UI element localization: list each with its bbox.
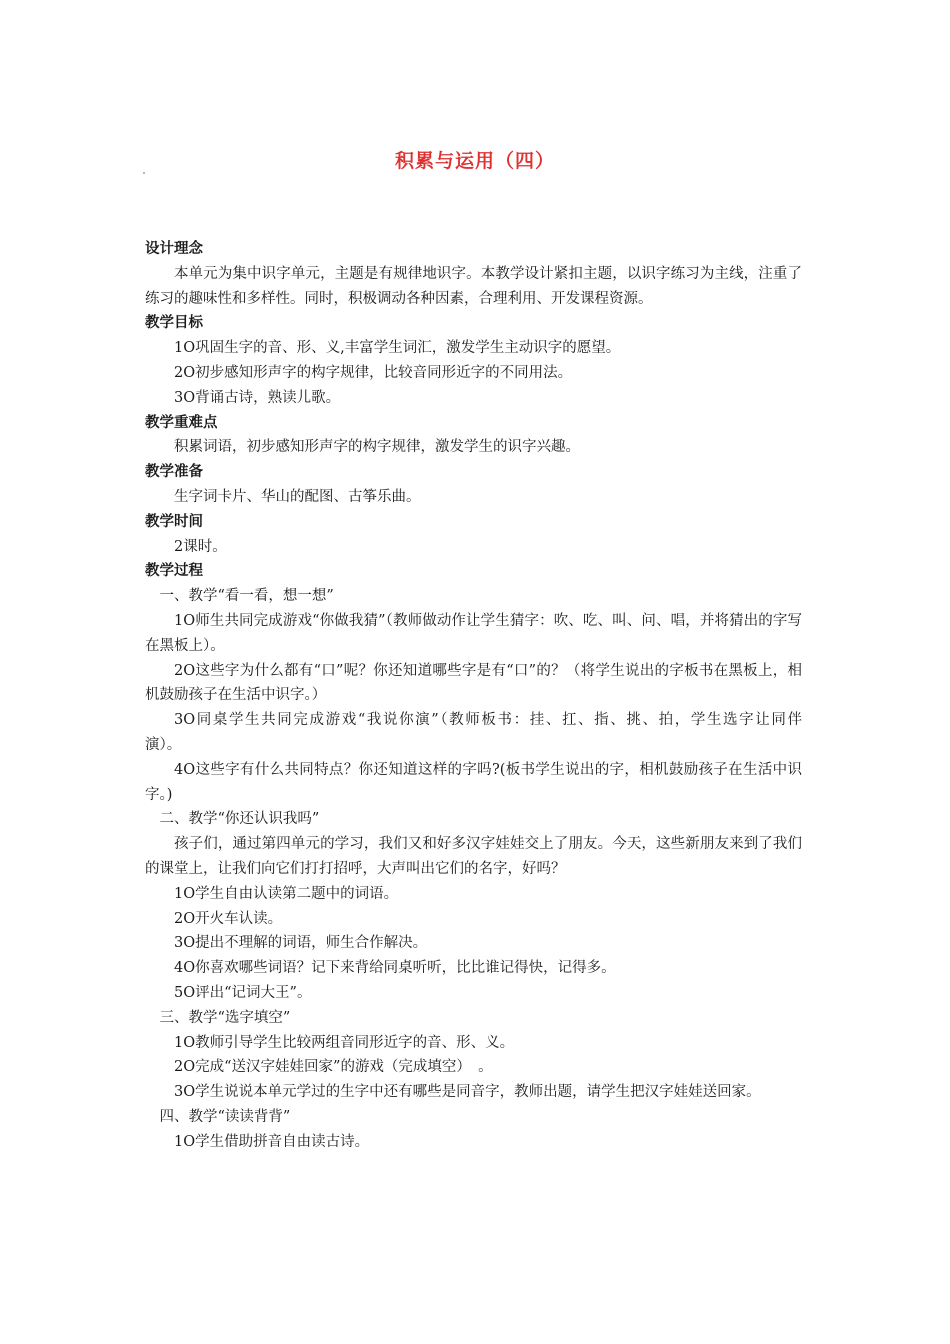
paragraph: 本单元为集中识字单元，主题是有规律地识字。本教学设计紧扣主题，以识字练习为主线，注重了练习的趣味性和多样性。同时，积极调动各种因素，合理利用、开发课程资源。 [145, 265, 802, 307]
paragraph: 2课时。 [174, 538, 227, 555]
paragraph: 3O背诵古诗，熟读儿歌。 [174, 389, 341, 406]
section-heading: 教学时间 [145, 513, 203, 530]
subsection-heading: 三、教学“选字填空” [159, 1009, 291, 1026]
paragraph: 生字词卡片、华山的配图、古筝乐曲。 [174, 488, 421, 505]
paragraph: 1O教师引导学生比较两组音同形近字的音、形、义。 [174, 1034, 515, 1051]
section-heading: 设计理念 [145, 241, 203, 257]
paragraph: 1O巩固生字的音、形、义,丰富学生词汇，激发学生主动识字的愿望。 [174, 340, 621, 357]
paragraph: 4O这些字有什么共同特点？你还知道这样的字吗?(板书学生说出的字，相机鼓励孩子在生活中识字。) [145, 761, 802, 803]
document-title: 积累与运用（四） [394, 150, 555, 172]
section-heading: 教学过程 [145, 563, 203, 580]
paragraph: 3O学生说说本单元学过的生字中还有哪些是同音字，教师出题，请学生把汉字娃娃送回家。 [174, 1084, 761, 1101]
section-heading: 教学目标 [145, 315, 203, 332]
section-heading: 教学重难点 [145, 414, 218, 431]
paragraph: 1O学生自由认读第二题中的词语。 [174, 885, 399, 902]
subsection-heading: 二、教学“你还认识我吗” [159, 811, 320, 828]
paragraph: 3O提出不理解的词语，师生合作解决。 [174, 935, 428, 952]
paragraph: 2O完成“送汉字娃娃回家”的游戏（完成填空） 。 [174, 1059, 493, 1076]
subsection-heading: 一、教学“看一看，想一想” [159, 588, 334, 605]
paragraph: 1O师生共同完成游戏“你做我猜”（教师做动作让学生猜字：吹、吃、叫、问、唱，并将猜出的字写在黑板上）。 [145, 612, 802, 654]
section-heading: 教学准备 [145, 464, 203, 481]
paragraph: 5O评出“记词大王”。 [174, 984, 312, 1001]
paragraph: 3O同桌学生共同完成游戏“我说你演”（教师板书：挂、扛、指、挑、拍，学生选字让同伴 演）。 [145, 712, 831, 753]
paragraph: 2O开火车认读。 [174, 910, 283, 927]
stray-mark [143, 172, 145, 174]
paragraph: 积累词语，初步感知形声字的构字规律，激发学生的识字兴趣。 [174, 439, 580, 456]
paragraph: 1O学生借助拼音自由读古诗。 [174, 1133, 370, 1150]
paragraph: 2O这些字为什么都有“口”呢？你还知道哪些字是有“口”的？（将学生说出的字板书在黑板上，相机鼓励孩子在生活中识字。） [145, 662, 802, 704]
subsection-heading: 四、教学“读读背背” [159, 1108, 291, 1125]
paragraph: 2O初步感知形声字的构字规律，比较音同形近字的不同用法。 [174, 364, 573, 381]
paragraph: 4O你喜欢哪些词语？记下来背给同桌听听，比比谁记得快，记得多。 [174, 960, 616, 977]
document-body [145, 237, 831, 1154]
paragraph: 孩子们，通过第四单元的学习，我们又和好多汉字娃娃交上了朋友。今天，这些新朋友来到了我们的课堂上，让我们向它们打打招呼，大声叫出它们的名字，好吗？ [145, 836, 802, 877]
